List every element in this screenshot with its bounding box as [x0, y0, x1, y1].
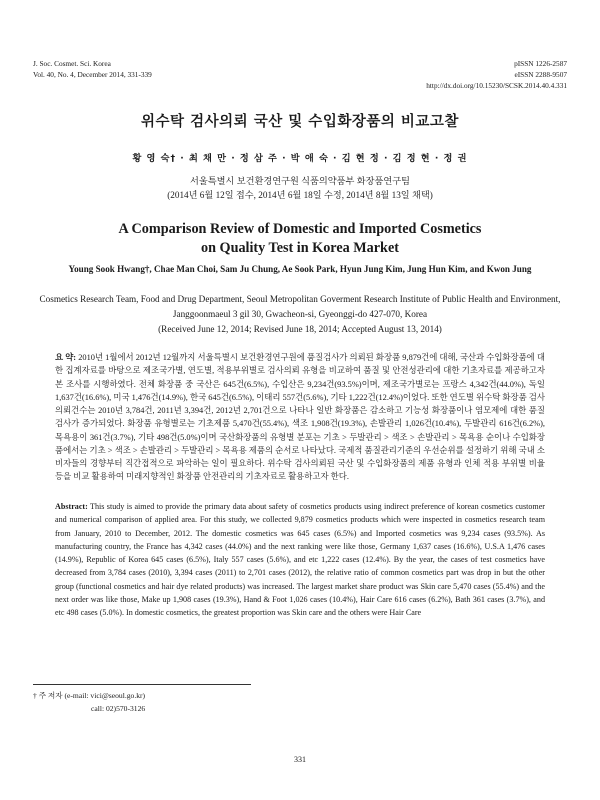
english-title-line2: on Quality Test in Korea Market	[201, 240, 399, 256]
journal-volume: Vol. 40, No. 4, December 2014, 331-339	[33, 70, 152, 79]
english-title	[0, 220, 600, 258]
english-abstract	[55, 500, 545, 620]
korean-authors: 황 영 숙† · 최 채 만 · 정 삼 주 · 박 애 숙 · 김 현 정 · 김 정 현 · 정 권	[132, 153, 468, 164]
english-abstract-text: This study is aimed to provide the primary data about safety of cosmetics products using indirect preference of korean cosmetics customer and numerical comparison of applied area. For this study, we collected 9,879 cosmetics products which were inspected in cosmetics research team from January, 2010 to December, 2012. The domestic cosmetics was 645 cases (6.5%) and Imported cosmetics was 9,234 cases (93.5%). As manufacturing country, the France has 4,342 cases (44.0%) and the next ranking were like those, Germany 1,637 cases (16.6%), U.S.A 1,476 cases (14.9%), Republic of Korea 645 cases (6.5%), Italy 557 cases (5.6%), and etc 1,222 cases (12.4%). By the year, the cases of test cosmetics have decreased from 3,784 cases (2010), 3,394 cases (2011) to 2,701 cases (2012), the relative ratio of common cosmetics part was drop in but the other group (functional cosmetics and hair dye related products) was increased. The largest market share product was Skin care 5,470 cases (55.4%) and the next order was like those, Make up 1,908 cases (19.3%), Hand & Foot 1,026 cases (10.4%), Hair Care 616 cases (6.2%), Bath 361 cases (3.7%), and etc 498 cases (5.0%). In domestic cosmetics, the greatest proportion was Skin care and the others were Hair Care	[55, 502, 545, 618]
footnote	[33, 690, 145, 715]
english-affiliation-block	[28, 292, 572, 337]
korean-abstract-label: 요 약:	[55, 353, 77, 362]
korean-title: 위수탁 검사의뢰 국산 및 수입화장품의 비교고찰	[141, 114, 459, 130]
journal-header-left	[33, 58, 152, 80]
journal-name: J. Soc. Cosmet. Sci. Korea	[33, 59, 111, 68]
korean-dates: (2014년 6월 12일 접수, 2014년 6월 18일 수정, 2014년 8월 13일 채택)	[167, 190, 433, 200]
footnote-divider	[33, 684, 251, 685]
english-dates: (Received June 12, 2014; Revised June 18, 2014; Accepted August 13, 2014)	[158, 324, 442, 334]
doi-link[interactable]: http://dx.doi.org/10.15230/SCSK.2014.40.4.331	[426, 81, 567, 90]
pissn: pISSN 1226-2587	[514, 59, 567, 68]
korean-affiliation: 서울특별시 보건환경연구원 식품의약품부 화장품연구팀	[190, 176, 410, 186]
english-authors: Young Sook Hwang†, Chae Man Choi, Sam Ju Chung, Ae Sook Park, Hyun Jung Kim, Jung Hun Kim, and Kwon Jung	[68, 264, 532, 274]
korean-abstract	[55, 351, 545, 484]
footnote-email: † 주 저자 (e-mail: vici@seoul.go.kr)	[33, 691, 146, 700]
korean-abstract-text: 2010년 1월에서 2012년 12월까지 서울특별시 보건환경연구원에 품질검사가 의뢰된 화장품 9,879건에 대해, 국산과 수입화장품에 대한 집계자료를 바탕으로 제조국가별, 연도별, 적용부위별로 검사의뢰 유형을 비교하여 품질 및 안전성관리에 대한 기초자료를 제공하고자 본 조사를 시행하였다. 전체 화장품 중 국산은 645건(6.5%), 수입산은 9,234건(93.5%)이며, 제조국가별로는 프랑스 4,342건(44.0%), 독일 1,637건(16.6%), 미국 1,476건(14.9%), 한국 645건(6.5%), 이태리 557건(5.6%), 기타 1,222건(12.4%)이었다. 또한 연도별 위수탁 화장품 검사의뢰건수는 2010년 3,784건, 2011년 3,394건, 2012년 2,701건으로 나타나 일반 화장품은 감소하고 기능성 화장품이나 염모제에 대한 품질 검사가 증가되었다. 화장품 유형별로는 기초제품 5,470건(55.4%), 색조 1,908건(19.3%), 손발관리 1,026건(10.4%), 두발관리 616건(6.2%), 목욕용이 361건(3.7%), 기타 498건(5.0%)이며 국산화장품의 유형별 분포는 기초 > 두발관리 > 색조 > 손발관리 > 목욕용 순이나 수입화장품에서는 기초 > 색조 > 손발관리 > 두발관리 > 목욕용 제품의 순서로 나타났다. 국제적 품질관리기준의 우선순위를 설정하기 위해 국내 소비자들의 경향부터 직간접적으로 파악하는 일이 필요하다. 위수탁 검사의뢰된 국산 및 수입화장품의 제품 유형과 인체 적용 부위별 비율 등을 비교 활용하여 미래지향적인 화장품 안전관리의 기초자료로 활용하고자 한다.	[55, 353, 545, 482]
english-abstract-label: Abstract:	[55, 502, 88, 511]
english-affiliation: Cosmetics Research Team, Food and Drug Department, Seoul Metropolitan Goverment Research Institute of Public Health and Environment, Janggoonmaeul 3 gil 30, Gwacheon-si, Gyeonggi-do 427-070, Korea	[39, 294, 561, 319]
eissn: eISSN 2288-9507	[514, 70, 567, 79]
footnote-phone: call: 02)570-3126	[91, 703, 146, 713]
korean-affiliation-block	[0, 174, 600, 202]
english-title-line1: A Comparison Review of Domestic and Imported Cosmetics	[118, 221, 482, 237]
journal-header-right	[426, 58, 567, 91]
page-number: 331	[294, 755, 306, 764]
